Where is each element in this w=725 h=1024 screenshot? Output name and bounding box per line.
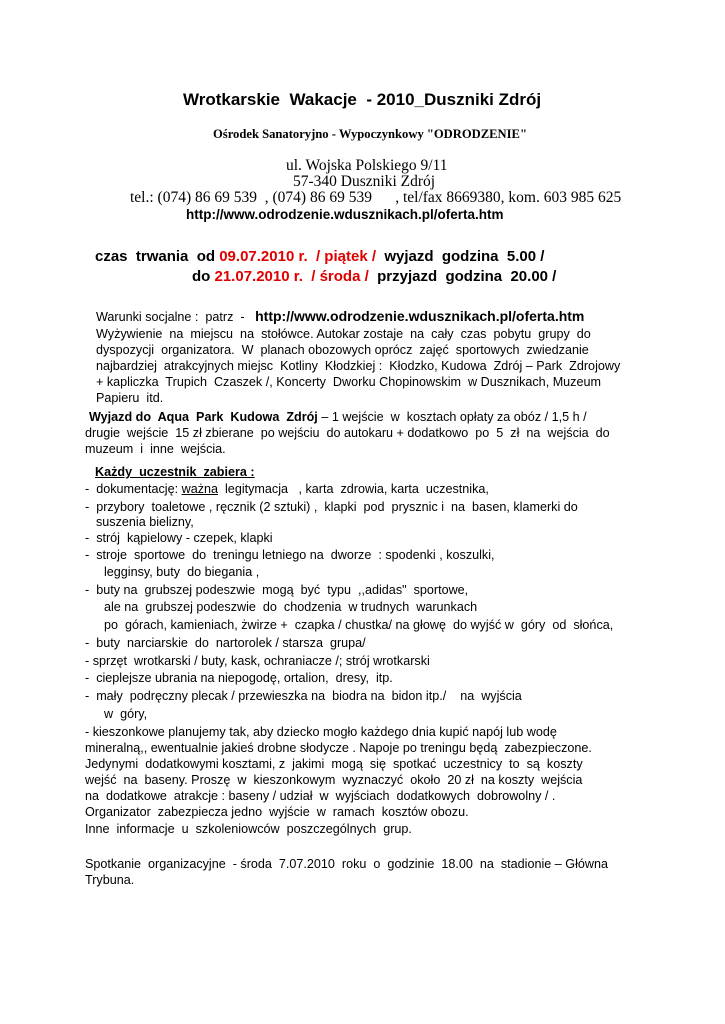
equipment-item: - buty na grubszej podeszwie mogą być typu ,,adidas" sportowe, bbox=[85, 583, 469, 597]
equipment-heading: Każdy uczestnik zabiera : bbox=[95, 465, 255, 479]
aquapark-line bbox=[89, 410, 587, 424]
conditions-text: najbardziej atrakcyjnych miejsc Kotliny Kłodzkiej : Kłodzko, Kudowa Zdrój – Park Zdrojowy bbox=[96, 359, 621, 373]
equipment-item bbox=[85, 482, 489, 496]
equipment-item: - stroje sportowe do treningu letniego na dworze : spodenki , koszulki, bbox=[85, 548, 495, 562]
arrival-time: przyjazd godzina 20.00 / bbox=[368, 268, 557, 285]
note-line: Inne informacje u szkoleniowców poszczególnych grup. bbox=[85, 822, 412, 836]
center-name: Ośrodek Sanatoryjno - Wypoczynkowy "ODRODZENIE" bbox=[213, 127, 527, 141]
meeting-info: Spotkanie organizacyjne - środa 7.07.2010 roku o godzinie 18.00 na stadionie – Główna bbox=[85, 857, 608, 871]
equipment-item-cont: w góry, bbox=[104, 707, 148, 721]
note-line: wejść na baseny. Proszę w kieszonkowym wyznaczyć około 20 zł na koszty wejścia bbox=[85, 773, 583, 787]
conditions-line bbox=[96, 308, 584, 324]
equipment-item-cont: suszenia bielizny, bbox=[96, 515, 194, 529]
conditions-text: + kapliczka Trupich Czaszek /, Koncerty Dworku Chopinowskim w Dusznikach, Muzeum bbox=[96, 375, 601, 389]
equipment-item: - buty narciarskie do nartorolek / starsza grupa/ bbox=[85, 636, 366, 650]
equipment-item-cont: legginsy, buty do biegania , bbox=[104, 565, 260, 579]
page-title: Wrotkarskie Wakacje - 2010_Duszniki Zdrój bbox=[183, 90, 542, 109]
aquapark-text: drugie wejście 15 zł zbierane po wejściu do autokaru + dodatkowo po 5 zł na wejścia do bbox=[85, 426, 610, 440]
conditions-text: dyspozycji organizatora. W planach obozowych oprócz zajęć sportowych zwiedzanie bbox=[96, 343, 589, 357]
conditions-label: Warunki socjalne : patrz - bbox=[96, 310, 256, 324]
start-date: 09.07.2010 r. / piątek / bbox=[219, 248, 376, 265]
conditions-url[interactable]: http://www.odrodzenie.wdusznikach.pl/oferta.htm bbox=[255, 308, 585, 324]
note-line: mineralną,, ewentualnie jakieś drobne słodycze . Napoje po treningu będą zabezpieczone. bbox=[85, 741, 592, 755]
address-city: 57-340 Duszniki Zdrój bbox=[293, 173, 436, 190]
aquapark-title: Wyjazd do Aqua Park Kudowa Zdrój bbox=[89, 410, 318, 424]
equipment-item-cont: ale na grubszej podeszwie do chodzenia w trudnych warunkach bbox=[104, 600, 478, 614]
equipment-docs-rest: legitymacja , karta zdrowia, karta uczestnika, bbox=[218, 482, 489, 496]
note-line: na dodatkowe atrakcje : baseny / udział w wyjściach dodatkowych dobrowolny / . bbox=[85, 789, 556, 803]
aquapark-text: muzeum i inne wejścia. bbox=[85, 442, 226, 456]
meeting-info-cont: Trybuna. bbox=[85, 873, 135, 887]
address-street: ul. Wojska Polskiego 9/11 bbox=[286, 157, 448, 174]
note-line: Organizator zabezpiecza jedno wyjście w ramach kosztów obozu. bbox=[85, 805, 469, 819]
equipment-item: - sprzęt wrotkarski / buty, kask, ochraniacze /; strój wrotkarski bbox=[85, 654, 430, 668]
equipment-item: - cieplejsze ubrania na niepogodę, ortalion, dresy, itp. bbox=[85, 671, 393, 685]
note-line: Jedynymi dodatkowymi kosztami, z jakimi mogą się spotkać uczestnicy to są koszty bbox=[85, 757, 583, 771]
equipment-item: - przybory toaletowe , ręcznik (2 sztuki) , klapki pod prysznic i na basen, klamerki do bbox=[85, 500, 578, 514]
duration-start bbox=[95, 248, 544, 265]
conditions-text: Wyżywienie na miejscu na stołówce. Autokar zostaje na cały czas pobytu grupy do bbox=[96, 327, 591, 341]
equipment-docs-valid: ważna bbox=[181, 482, 219, 496]
duration-start-label: czas trwania od bbox=[95, 248, 220, 265]
aquapark-detail: – 1 wejście w kosztach opłaty za obóz / 1,5 h / bbox=[317, 410, 587, 424]
equipment-item: - strój kąpielowy - czepek, klapki bbox=[85, 531, 273, 545]
departure-time: wyjazd godzina 5.00 / bbox=[376, 248, 545, 265]
note-line: - kieszonkowe planujemy tak, aby dziecko mogło każdego dnia kupić napój lub wodę bbox=[85, 725, 557, 739]
end-date: 21.07.2010 r. / środa / bbox=[214, 268, 369, 285]
contact-phones: tel.: (074) 86 69 539 , (074) 86 69 539 , tel/fax 8669380, kom. 603 985 625 bbox=[130, 189, 622, 206]
duration-end-label: do bbox=[192, 268, 215, 285]
equipment-item: - mały podręczny plecak / przewieszka na biodra na bidon itp./ na wyjścia bbox=[85, 689, 522, 703]
equipment-docs-label: - dokumentację: bbox=[85, 482, 182, 496]
conditions-text: Papieru itd. bbox=[96, 391, 164, 405]
duration-end bbox=[192, 268, 556, 285]
equipment-item-cont: po górach, kamieniach, żwirze + czapka / chustka/ na głowę do wyjść w góry od słońca, bbox=[104, 618, 614, 632]
header-url[interactable]: http://www.odrodzenie.wdusznikach.pl/oferta.htm bbox=[186, 207, 504, 222]
